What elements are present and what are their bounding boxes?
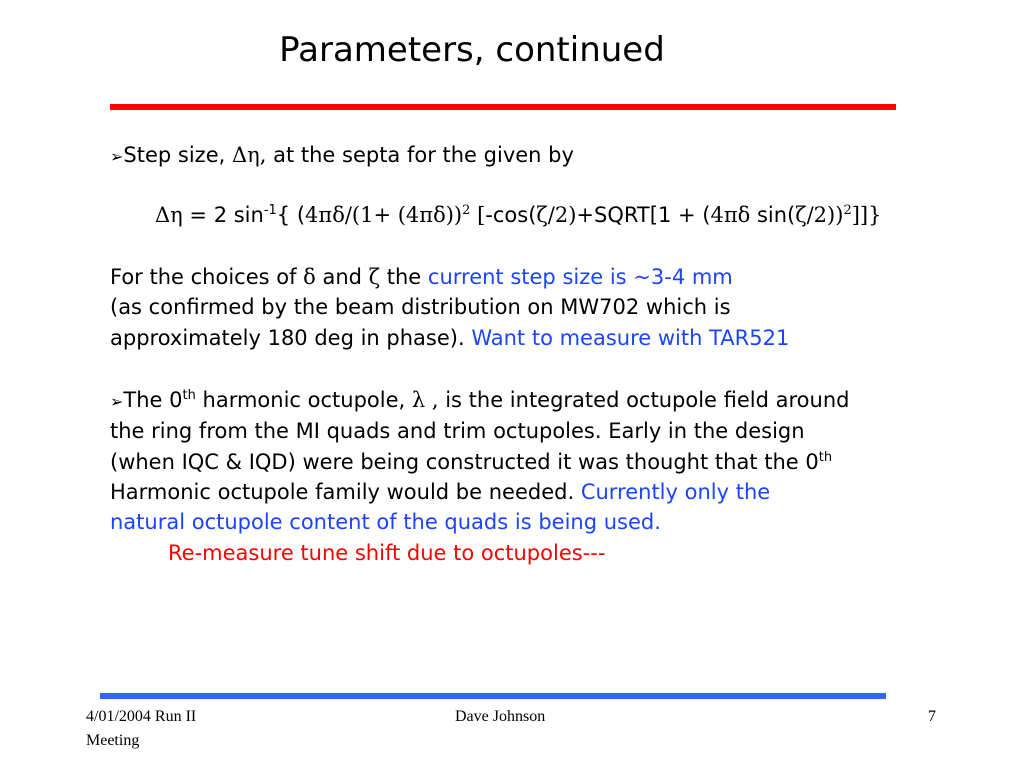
page-number: 7: [928, 708, 936, 725]
step-size-formula: Δη = 2 $\sin^{-1}${ ($4\pi\delta/(1+ (4\pi\delta))^2$ [-cos(ζ/2)+SQRT[1 + (4πδ sin(ζ/2))$^2$]]}: [155, 203, 882, 227]
octupole-line-3: (when IQC & IQD) were being constructed it was thought that the 0th: [110, 450, 833, 474]
bullet-step-size: ➢Step size, Δη, at the septa for the given by: [110, 143, 574, 167]
octupole-line-4: Harmonic octupole family would be needed. Currently only the: [110, 480, 771, 504]
slide-title: Parameters, continued: [279, 30, 665, 70]
footer-date: 4/01/2004 Run II: [86, 708, 197, 725]
footer-divider: [100, 693, 886, 699]
remeasure-note: Re-measure tune shift due to octupoles---: [168, 541, 606, 565]
bullet-arrow-icon: ➢: [110, 147, 124, 166]
choices-line-3: approximately 180 deg in phase). Want to measure with TAR521: [110, 326, 790, 350]
choices-line-2: (as confirmed by the beam distribution on MW702 which is: [110, 295, 731, 319]
bullet-octupole: ➢The 0th harmonic octupole, λ , is the integrated octupole field around: [110, 388, 850, 412]
footer-author: Dave Johnson: [455, 708, 546, 725]
bullet-arrow-icon: ➢: [110, 392, 124, 411]
footer-meeting: Meeting: [86, 732, 140, 749]
octupole-line-2: the ring from the MI quads and trim octupoles. Early in the design: [110, 419, 805, 443]
choices-line-1: For the choices of δ and ζ the current step size is ~3-4 mm: [110, 265, 733, 289]
octupole-line-5: natural octupole content of the quads is being used.: [110, 510, 661, 534]
title-divider: [110, 104, 896, 110]
